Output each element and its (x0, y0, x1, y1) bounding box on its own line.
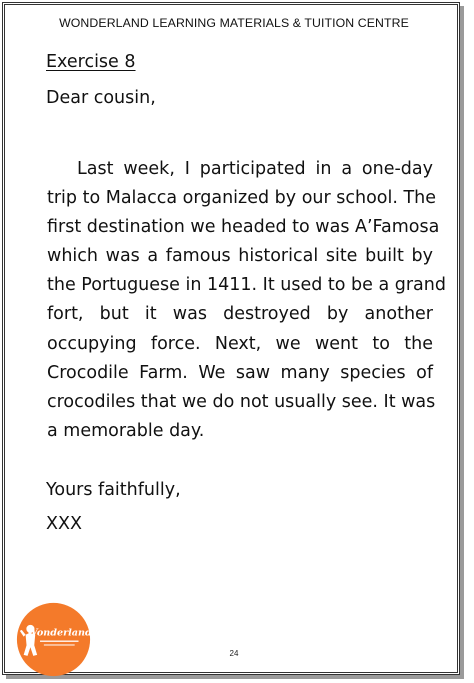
body-line: crocodiles that we do not usually see. It was (47, 391, 436, 412)
logo-wordmark: Wonderland (26, 627, 92, 639)
body-line: first destination we headed to was A’Famosa (47, 217, 440, 238)
body-line: Crocodile Farm. We saw many species of (47, 362, 433, 383)
letter-closing: Yours faithfully, (46, 480, 181, 500)
page-frame (2, 2, 460, 675)
body-line: the Portuguese in 1411. It used to be a grand (47, 275, 446, 296)
body-line: occupying force. Next, we went to the (47, 333, 433, 354)
letter-body (47, 155, 446, 446)
logo-tagline-line (44, 644, 75, 645)
page-number: 24 (229, 649, 239, 658)
letter-signature: XXX (46, 514, 82, 534)
letter-salutation: Dear cousin, (46, 88, 156, 108)
body-line: which was a famous historical site built by (47, 246, 433, 267)
page-header: WONDERLAND LEARNING MATERIALS & TUITION CENTRE (59, 16, 409, 30)
body-line: a memorable day. (47, 420, 205, 441)
body-line: fort, but it was destroyed by another (47, 304, 433, 325)
body-line: trip to Malacca organized by our school. The (47, 188, 437, 209)
wonderland-logo (15, 601, 92, 678)
exercise-title: Exercise 8 (46, 52, 136, 72)
body-line: Last week, I participated in a one-day (77, 159, 433, 179)
logo-tagline-line (40, 640, 79, 642)
